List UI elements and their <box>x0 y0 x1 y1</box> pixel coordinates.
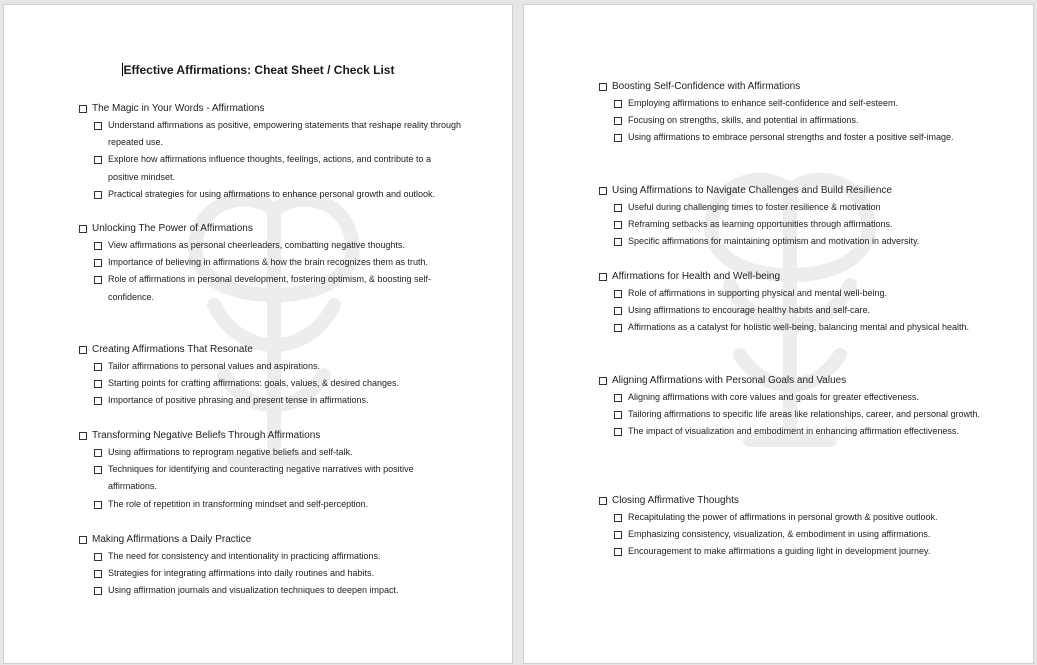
checklist-item: Techniques for identifying and counteracting negative narratives with positive affirmations. <box>108 464 414 492</box>
checkbox-icon[interactable] <box>614 324 622 332</box>
checklist-item: Specific affirmations for maintaining optimism and motivation in adversity. <box>628 236 920 247</box>
checkbox-icon[interactable] <box>614 548 622 556</box>
checkbox-icon[interactable] <box>94 587 102 595</box>
section-heading: Closing Affirmative Thoughts <box>612 495 739 506</box>
section-heading: Transforming Negative Beliefs Through Affirmations <box>92 430 321 441</box>
checkbox-icon[interactable] <box>599 377 607 385</box>
checkbox-icon[interactable] <box>94 259 102 267</box>
checkbox-icon[interactable] <box>614 531 622 539</box>
checklist-item: Role of affirmations in supporting physical and mental well-being. <box>628 288 887 298</box>
checkbox-icon[interactable] <box>614 134 622 142</box>
checkbox-icon[interactable] <box>614 290 622 298</box>
checklist-item: Using affirmations to reprogram negative beliefs and self-talk. <box>108 447 353 457</box>
checklist-item: Using affirmation journals and visualization techniques to deepen impact. <box>108 585 399 596</box>
section-heading: Affirmations for Health and Well-being <box>612 271 781 282</box>
checkbox-icon[interactable] <box>94 397 102 405</box>
checkbox-icon[interactable] <box>94 553 102 561</box>
checklist-item: Useful during challenging times to foster resilience & motivation <box>628 202 881 212</box>
checkbox-icon[interactable] <box>614 221 622 229</box>
document-page-1 <box>4 5 512 663</box>
checkbox-icon[interactable] <box>79 225 87 233</box>
checkbox-icon[interactable] <box>79 536 87 544</box>
checkbox-icon[interactable] <box>94 449 102 457</box>
checklist-item: Importance of positive phrasing and present tense in affirmations. <box>108 395 369 406</box>
checklist-item: The role of repetition in transforming mindset and self-perception. <box>108 498 369 509</box>
checklist-item: Explore how affirmations influence thoughts, feelings, actions, and contribute to a positive mindset. <box>108 154 432 182</box>
checklist-item: Strategies for integrating affirmations into daily routines and habits. <box>108 568 374 579</box>
checklist-item: Importance of believing in affirmations & how the brain recognizes them as truth. <box>108 257 429 268</box>
checkbox-icon[interactable] <box>614 307 622 315</box>
checklist-item: Affirmations as a catalyst for holistic well-being, balancing mental and physical health. <box>628 322 970 333</box>
checkbox-icon[interactable] <box>599 497 607 505</box>
checklist-item: Reframing setbacks as learning opportunities through affirmations. <box>628 219 893 230</box>
section-5 <box>4 531 512 600</box>
checklist-item: Employing affirmations to enhance self-confidence and self-esteem. <box>628 98 898 108</box>
checklist-item: Tailoring affirmations to specific life areas like relationships, career, and personal growth. <box>628 409 981 420</box>
checkbox-icon[interactable] <box>614 204 622 212</box>
section-7 <box>524 182 1033 251</box>
text-cursor <box>122 63 123 76</box>
checkbox-icon[interactable] <box>94 501 102 509</box>
section-8 <box>524 268 1033 337</box>
section-heading: Making Affirmations a Daily Practice <box>92 534 252 545</box>
section-heading: Boosting Self-Confidence with Affirmations <box>612 81 801 92</box>
document-page-2 <box>524 5 1033 663</box>
checkbox-icon[interactable] <box>79 432 87 440</box>
checkbox-icon[interactable] <box>614 100 622 108</box>
checklist-item: Encouragement to make affirmations a guiding light in development journey. <box>628 546 931 557</box>
section-heading: Unlocking The Power of Affirmations <box>92 223 253 234</box>
checklist-item: Recapitulating the power of affirmations in personal growth & positive outlook. <box>628 512 938 522</box>
checklist-item: View affirmations as personal cheerleaders, combatting negative thoughts. <box>108 240 405 250</box>
checklist-item: Focusing on strengths, skills, and potential in affirmations. <box>628 115 859 126</box>
section-9 <box>524 372 1033 441</box>
checkbox-icon[interactable] <box>94 156 102 164</box>
checkbox-icon[interactable] <box>614 117 622 125</box>
checkbox-icon[interactable] <box>614 394 622 402</box>
checklist-item: Role of affirmations in personal development, fostering optimism, & boosting self-confidence. <box>108 274 431 302</box>
checklist-item: Using affirmations to encourage healthy habits and self-care. <box>628 305 870 316</box>
checklist-item: Practical strategies for using affirmations to enhance personal growth and outlook. <box>108 188 436 199</box>
checklist-item: The need for consistency and intentionality in practicing affirmations. <box>108 551 381 561</box>
section-10 <box>524 492 1033 561</box>
checkbox-icon[interactable] <box>614 514 622 522</box>
checklist-item: Emphasizing consistency, visualization, & embodiment in using affirmations. <box>628 529 931 540</box>
checkbox-icon[interactable] <box>599 273 607 281</box>
section-4 <box>4 427 512 513</box>
checkbox-icon[interactable] <box>94 466 102 474</box>
checkbox-icon[interactable] <box>94 242 102 250</box>
section-heading: Aligning Affirmations with Personal Goals and Values <box>612 375 847 386</box>
section-6 <box>524 78 1033 147</box>
checkbox-icon[interactable] <box>94 570 102 578</box>
checkbox-icon[interactable] <box>94 191 102 199</box>
checklist-item: Using affirmations to embrace personal strengths and foster a positive self-image. <box>628 132 954 143</box>
checklist-item: Tailor affirmations to personal values and aspirations. <box>108 361 320 371</box>
section-heading: Using Affirmations to Navigate Challenges and Build Resilience <box>612 185 892 196</box>
checkbox-icon[interactable] <box>79 346 87 354</box>
section-1 <box>4 100 512 203</box>
section-3 <box>4 341 512 410</box>
checkbox-icon[interactable] <box>94 122 102 130</box>
checkbox-icon[interactable] <box>614 428 622 436</box>
checkbox-icon[interactable] <box>614 411 622 419</box>
checkbox-icon[interactable] <box>599 83 607 91</box>
document-title-text: Effective Affirmations: Cheat Sheet / Check List <box>123 63 395 77</box>
checklist-item: Understand affirmations as positive, empowering statements that reshape reality through repeated use. <box>108 120 462 148</box>
checkbox-icon[interactable] <box>599 187 607 195</box>
checkbox-icon[interactable] <box>94 363 102 371</box>
checklist-item: The impact of visualization and embodiment in enhancing affirmation effectiveness. <box>628 426 959 437</box>
document-title[interactable] <box>4 63 512 77</box>
checkbox-icon[interactable] <box>94 380 102 388</box>
checkbox-icon[interactable] <box>94 276 102 284</box>
section-heading: The Magic in Your Words - Affirmations <box>92 103 265 114</box>
section-heading: Creating Affirmations That Resonate <box>92 344 253 355</box>
checkbox-icon[interactable] <box>614 238 622 246</box>
checklist-item: Aligning affirmations with core values and goals for greater effectiveness. <box>628 392 919 402</box>
checklist-item: Starting points for crafting affirmations: goals, values, & desired changes. <box>108 378 399 389</box>
checkbox-icon[interactable] <box>79 105 87 113</box>
section-2 <box>4 220 512 306</box>
